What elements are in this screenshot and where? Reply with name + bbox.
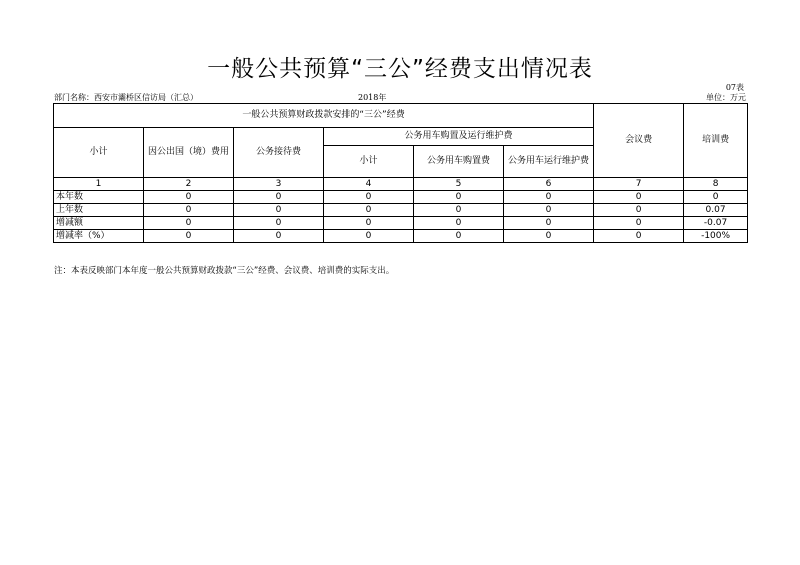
column-number: 4 bbox=[324, 178, 414, 191]
table-cell: 0 bbox=[324, 191, 414, 204]
table-row bbox=[54, 230, 748, 243]
header-reception: 公务接待费 bbox=[234, 128, 324, 178]
table-cell: 0 bbox=[684, 191, 748, 204]
header-meeting: 会议费 bbox=[594, 104, 684, 178]
table-cell: 0 bbox=[234, 230, 324, 243]
table-row bbox=[54, 204, 748, 217]
header-vehicle-purchase: 公务用车购置费 bbox=[414, 146, 504, 178]
table-cell: 0 bbox=[504, 217, 594, 230]
footnote: 注：本表反映部门本年度一般公共预算财政拨款“三公”经费、会议费、培训费的实际支出。 bbox=[54, 266, 395, 276]
table-cell: 0 bbox=[414, 230, 504, 243]
header-vehicle-group: 公务用车购置及运行维护费 bbox=[324, 128, 594, 146]
header-training: 培训费 bbox=[684, 104, 748, 178]
table-cell: 0 bbox=[324, 230, 414, 243]
table-cell: 0 bbox=[594, 230, 684, 243]
department-name: 部门名称：西安市灞桥区信访局（汇总） bbox=[54, 93, 198, 102]
table-cell: 0 bbox=[144, 230, 234, 243]
unit-label: 单位：万元 bbox=[706, 93, 746, 102]
table-cell: 0 bbox=[504, 191, 594, 204]
table-cell: 0 bbox=[324, 204, 414, 217]
table-cell: 0 bbox=[504, 230, 594, 243]
table-cell: 0.07 bbox=[684, 204, 748, 217]
table-cell: -100% bbox=[684, 230, 748, 243]
table-cell: 0 bbox=[504, 204, 594, 217]
table-cell: 0 bbox=[594, 217, 684, 230]
column-number: 5 bbox=[414, 178, 504, 191]
table-cell: 0 bbox=[234, 191, 324, 204]
table-cell: 0 bbox=[414, 204, 504, 217]
header-abroad: 因公出国（境）费用 bbox=[144, 128, 234, 178]
column-number: 2 bbox=[144, 178, 234, 191]
row-label: 增减额 bbox=[54, 217, 144, 230]
table-cell: 0 bbox=[594, 191, 684, 204]
column-number: 1 bbox=[54, 178, 144, 191]
table-cell: -0.07 bbox=[684, 217, 748, 230]
table-cell: 0 bbox=[144, 191, 234, 204]
column-number: 3 bbox=[234, 178, 324, 191]
header-subtotal: 小计 bbox=[54, 128, 144, 178]
page-title: 一般公共预算“三公”经费支出情况表 bbox=[207, 56, 593, 82]
row-label: 上年数 bbox=[54, 204, 144, 217]
header-vehicle-subtotal: 小计 bbox=[324, 146, 414, 178]
table-row bbox=[54, 191, 748, 204]
table-cell: 0 bbox=[414, 217, 504, 230]
column-number: 6 bbox=[504, 178, 594, 191]
table-cell: 0 bbox=[234, 217, 324, 230]
report-year: 2018年 bbox=[358, 93, 387, 102]
row-label: 增减率（%） bbox=[54, 230, 144, 243]
table-cell: 0 bbox=[144, 217, 234, 230]
header-group: 一般公共预算财政拨款安排的“三公”经费 bbox=[54, 104, 594, 128]
table-cell: 0 bbox=[234, 204, 324, 217]
column-number: 8 bbox=[684, 178, 748, 191]
column-number-row bbox=[54, 178, 748, 191]
row-label: 本年数 bbox=[54, 191, 144, 204]
table-number: 07表 bbox=[725, 83, 744, 92]
expense-table bbox=[53, 103, 748, 243]
table-cell: 0 bbox=[594, 204, 684, 217]
column-number: 7 bbox=[594, 178, 684, 191]
header-vehicle-operation: 公务用车运行维护费 bbox=[504, 146, 594, 178]
table-cell: 0 bbox=[324, 217, 414, 230]
table-cell: 0 bbox=[414, 191, 504, 204]
table-cell: 0 bbox=[144, 204, 234, 217]
table-row bbox=[54, 217, 748, 230]
